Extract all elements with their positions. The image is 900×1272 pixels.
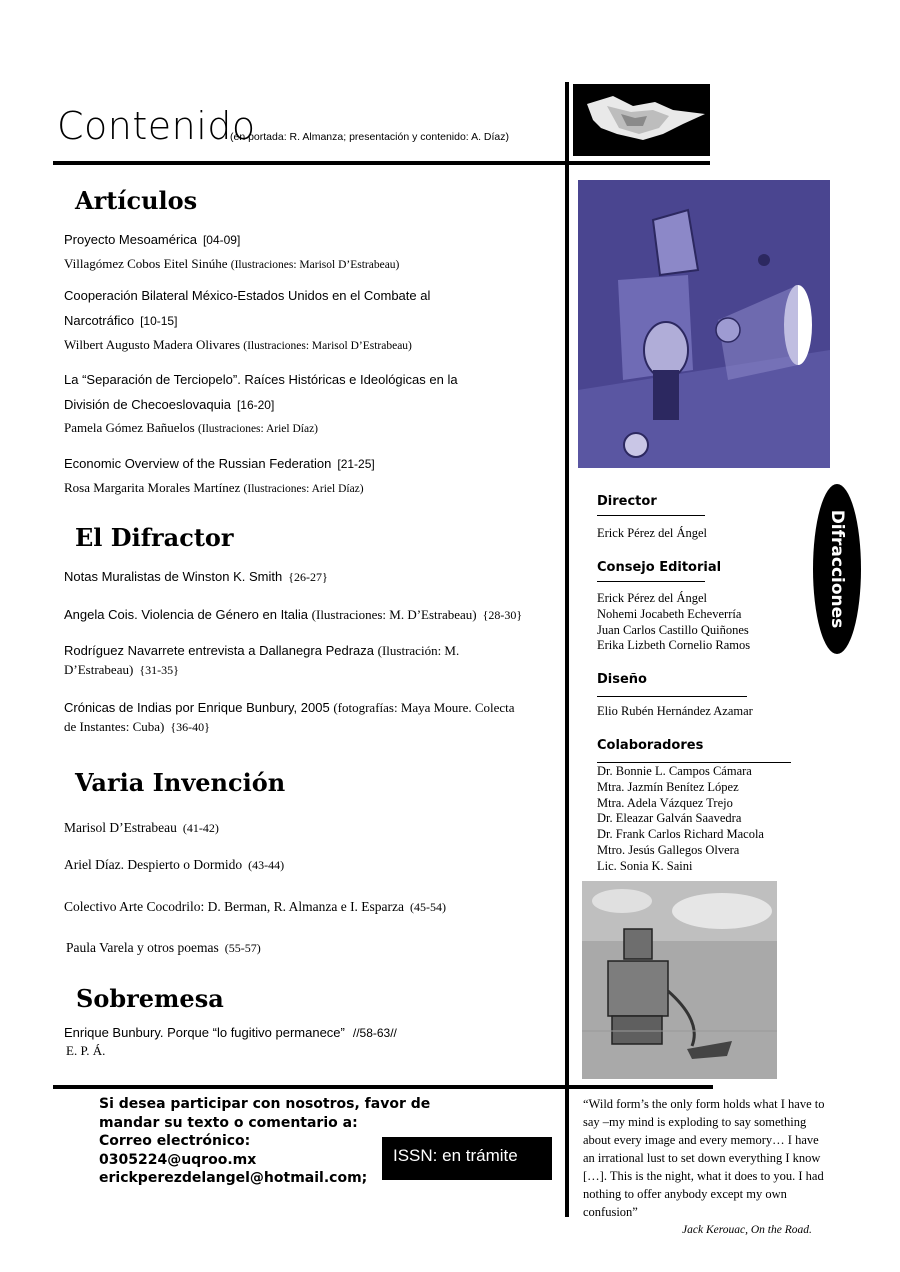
varia-item [64, 857, 284, 873]
vertical-rule [565, 82, 569, 1217]
difractor-credit-line2: D’Estrabeau) [64, 662, 134, 677]
sobremesa-title: Enrique Bunbury. Porque “lo fugitivo permanece” [64, 1025, 345, 1040]
difractor-title: Crónicas de Indias por Enrique Bunbury, 2005 [64, 700, 330, 715]
consejo-name: Erika Lizbeth Cornelio Ramos [597, 638, 751, 653]
contact-line: Correo electrónico: [99, 1133, 251, 1149]
colaboradores-list [597, 764, 764, 875]
article-item [64, 451, 534, 477]
sobremesa-author: E. P. Á. [66, 1043, 106, 1058]
top-rule [53, 161, 710, 165]
difractor-pages: {28-30} [482, 608, 523, 622]
varia-title: Ariel Díaz. Despierto o Dormido [64, 857, 243, 872]
issn-box: ISSN: en trámite [382, 1137, 552, 1180]
varia-pages: (55-57) [224, 941, 261, 955]
contact-email-uqroo[interactable]: 0305224@uqroo.mx [99, 1151, 257, 1168]
sobremesa-pages: //58-63// [352, 1026, 397, 1040]
colaborador-name: Dr. Frank Carlos Richard Macola [597, 827, 764, 842]
colaborador-name: Mtro. Jesús Gallegos Olvera [597, 842, 740, 857]
article-item [64, 283, 534, 334]
varia-title: Marisol D’Estrabeau [64, 820, 177, 835]
contact-block [99, 1095, 430, 1188]
contact-email-hotmail[interactable]: erickperezdelangel@hotmail.com; [99, 1170, 368, 1186]
difractor-item [64, 641, 459, 680]
section-heading-articulos: Artículos [75, 186, 198, 215]
contact-line: Si desea participar con nosotros, favor de [99, 1096, 431, 1112]
kerouac-quote: “Wild form’s the only form holds what I have to say –my mind is exploding to say something about every image and every memory… I have an irrational lust to set down everything I know […]. This is the night, what it does to you. I had nothing to offer anybody except my own confusion” [583, 1097, 825, 1219]
difractor-item [64, 564, 534, 590]
article-author-line [64, 337, 412, 353]
varia-title: Colectivo Arte Cocodrilo: D. Berman, R. Almanza e I. Esparza [64, 899, 405, 914]
article-credit: (Ilustraciones: Marisol D’Estrabeau) [243, 340, 412, 352]
section-heading-sobremesa: Sobremesa [76, 984, 224, 1013]
diseno-underline [597, 696, 747, 697]
varia-item [64, 820, 219, 836]
difractor-pages: {36-40} [170, 720, 210, 734]
colaborador-name: Dr. Eleazar Galván Saavedra [597, 811, 742, 826]
diseno-heading: Diseño [597, 672, 647, 687]
robot-rabbit-illustration [578, 180, 830, 468]
varia-item [64, 899, 446, 915]
difractor-title: Angela Cois. Violencia de Género en Italia [64, 607, 309, 622]
diseno-name: Elio Rubén Hernández Azamar [597, 704, 753, 718]
bottom-rule [53, 1085, 713, 1089]
difractor-pages: {26-27} [288, 570, 328, 584]
article-credit: (Ilustraciones: Ariel Díaz) [197, 423, 319, 435]
page-title: Contenido [57, 104, 256, 148]
difractor-item [64, 602, 554, 628]
consejo-list [597, 591, 750, 654]
difractor-pages: {31-35} [139, 663, 179, 677]
consejo-heading: Consejo Editorial [597, 560, 722, 575]
article-pages: [04-09] [202, 233, 241, 247]
colaborador-name: Lic. Sonia K. Saini [597, 858, 693, 873]
consejo-name: Nohemi Jocabeth Echeverría [597, 606, 742, 621]
varia-title: Paula Varela y otros poemas [66, 940, 219, 955]
consejo-name: Erick Pérez del Ángel [597, 591, 708, 605]
colaborador-name: Mtra. Jazmín Benítez López [597, 779, 739, 794]
article-pages: [21-25] [337, 457, 375, 471]
colaboradores-heading: Colaboradores [597, 738, 704, 753]
varia-pages: (43-44) [248, 858, 285, 872]
sobremesa-item [64, 1025, 397, 1040]
article-author-line [64, 256, 399, 272]
director-heading: Director [597, 494, 657, 509]
consejo-name: Juan Carlos Castillo Quiñones [597, 622, 749, 637]
article-author: Wilbert Augusto Madera Olivares [64, 337, 241, 352]
difractor-credit-line1: (fotografías: Maya Moure. Colecta [333, 700, 515, 715]
article-title-line1: Cooperación Bilateral México-Estados Unidos en el Combate al [64, 288, 431, 303]
article-credit: (Ilustraciones: Marisol D’Estrabeau) [230, 259, 400, 271]
article-pages: [10-15] [140, 314, 178, 328]
difractor-title: Rodríguez Navarrete entrevista a Dallanegra Pedraza [64, 643, 375, 658]
varia-pages: (41-42) [182, 821, 219, 835]
director-name: Erick Pérez del Ángel [597, 526, 708, 540]
director-underline [597, 515, 705, 516]
article-item [64, 367, 534, 418]
difracciones-badge-text: Difracciones [827, 509, 847, 629]
difractor-credit-line2: de Instantes: Cuba) [64, 719, 165, 734]
article-author: Villagómez Cobos Eitel Sinúhe [64, 256, 228, 271]
difractor-title: Notas Muralistas de Winston K. Smith [64, 569, 283, 584]
difractor-item [64, 698, 515, 737]
colaborador-name: Dr. Bonnie L. Campos Cámara [597, 764, 752, 778]
article-title-line2: Narcotráfico [64, 313, 135, 328]
article-author: Rosa Margarita Morales Martínez [64, 480, 241, 495]
varia-pages: (45-54) [410, 900, 447, 914]
article-author: Pamela Gómez Bañuelos [64, 420, 195, 435]
article-pages: [16-20] [236, 398, 275, 412]
colaboradores-underline [597, 762, 791, 763]
robot-sea-drawing [582, 881, 777, 1079]
header-image [573, 84, 710, 156]
colaborador-name: Mtra. Adela Vázquez Trejo [597, 795, 733, 810]
article-title: Proyecto Mesoamérica [64, 232, 197, 247]
difractor-credit: (Ilustraciones: M. D’Estrabeau) [311, 607, 477, 622]
quote-source: Jack Kerouac, On the Road. [682, 1224, 812, 1236]
article-author-line [64, 420, 318, 436]
consejo-underline [597, 581, 705, 582]
difractor-credit-line1: (Ilustración: M. [377, 643, 460, 658]
article-title: Economic Overview of the Russian Federation [64, 456, 332, 471]
article-credit: (Ilustraciones: Ariel Díaz) [243, 483, 364, 495]
article-author-line [64, 480, 364, 496]
article-title-line2: División de Checoeslovaquia [64, 397, 231, 412]
article-title-line1: La “Separación de Terciopelo”. Raíces Históricas e Ideológicas en la [64, 372, 458, 387]
title-note: (en portada: R. Almanza; presentación y contenido: A. Díaz) [230, 131, 509, 143]
varia-item [66, 940, 261, 956]
section-heading-difractor: El Difractor [75, 523, 234, 552]
article-item [64, 227, 534, 253]
section-heading-varia: Varia Invención [75, 768, 286, 797]
contact-line: mandar su texto o comentario a: [99, 1114, 358, 1131]
